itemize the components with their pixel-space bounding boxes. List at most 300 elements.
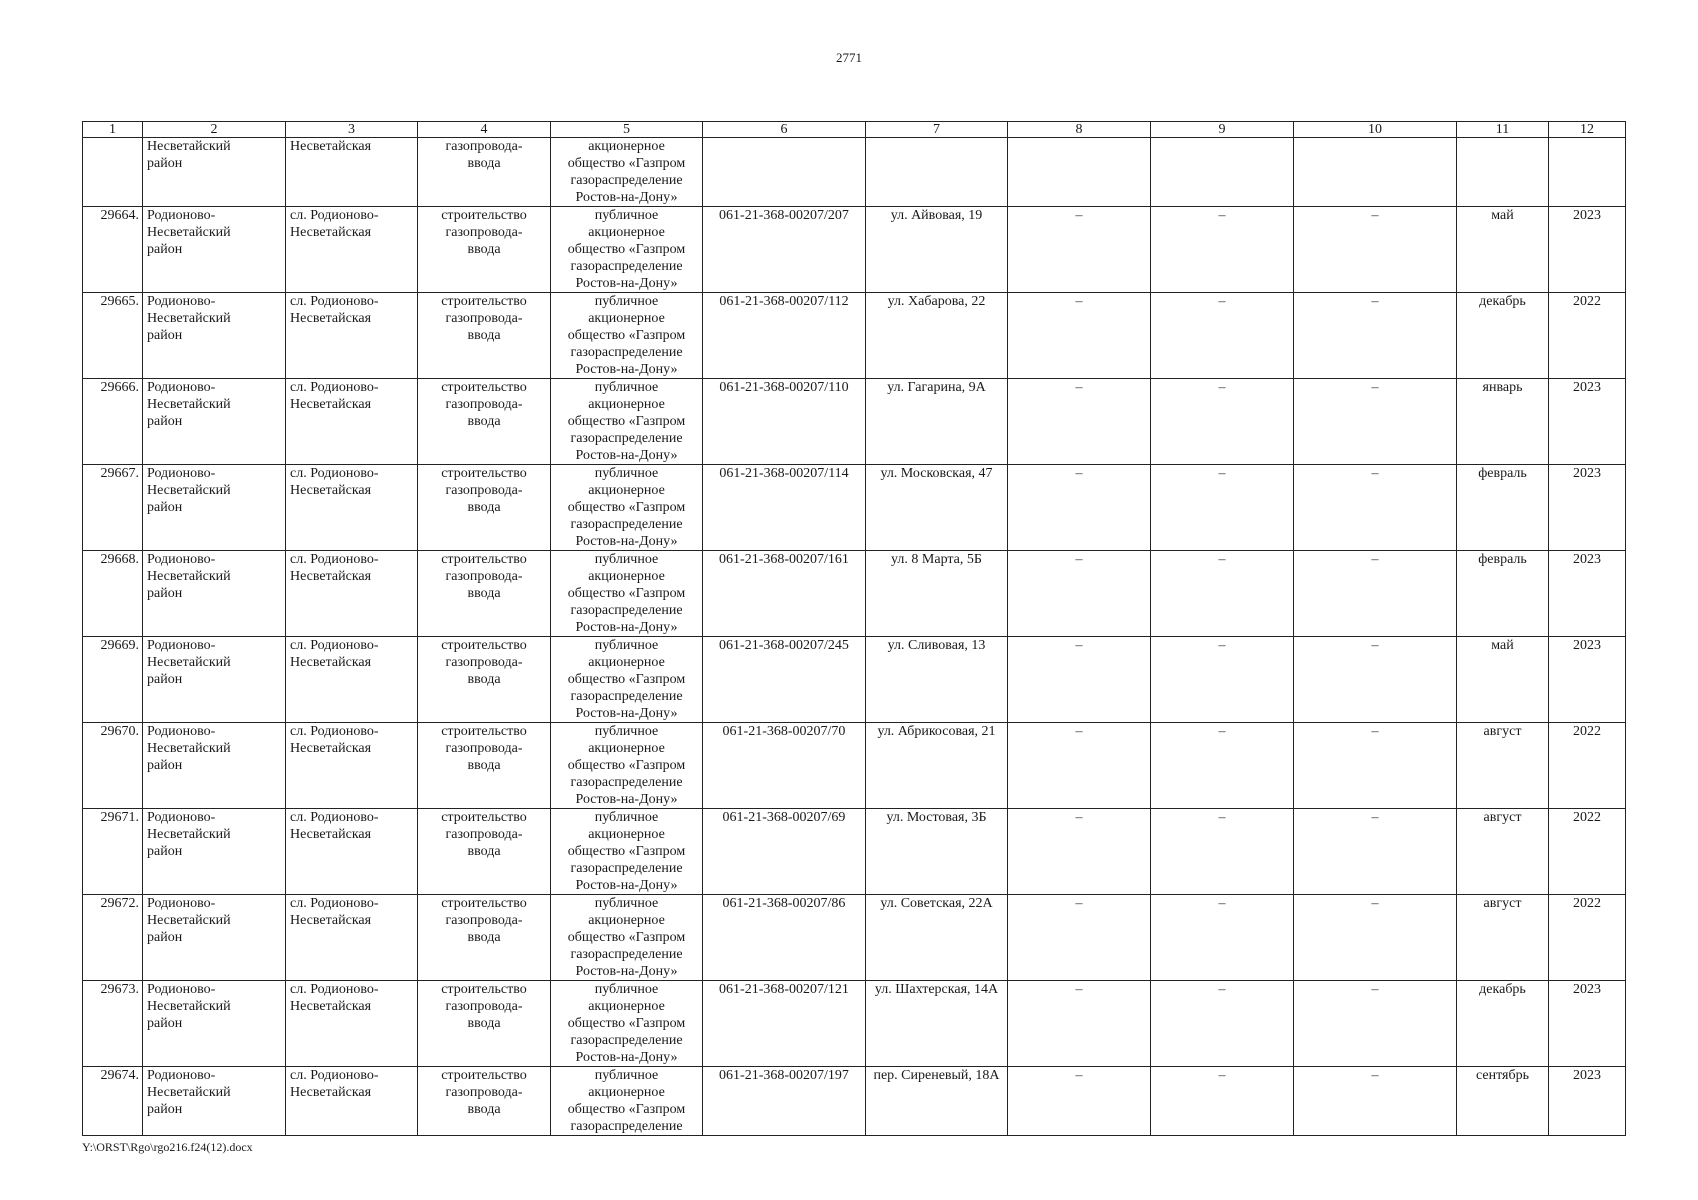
cell-col-8	[1008, 138, 1151, 207]
cell-text-line: общество «Газпром	[567, 1102, 686, 1117]
cell-text-line: ввода	[467, 758, 501, 773]
cell-text-line: газопровода-	[445, 1085, 523, 1100]
cell-settlement	[286, 809, 418, 895]
cell-text-line: район	[147, 1102, 183, 1117]
cell-text-line: акционерное	[588, 999, 665, 1014]
cell-settlement	[286, 637, 418, 723]
cell-text-line: район	[147, 328, 183, 343]
column-number: 1	[83, 122, 143, 138]
cell-col-9: –	[1151, 293, 1294, 379]
cell-text-line: район	[147, 242, 183, 257]
cell-col-10: –	[1294, 379, 1457, 465]
cell-month: август	[1457, 809, 1549, 895]
cell-district	[143, 895, 286, 981]
cell-organization	[551, 895, 703, 981]
cell-col-8: –	[1008, 723, 1151, 809]
cell-object-code: 061-21-368-00207/121	[703, 981, 866, 1067]
cell-col-9: –	[1151, 465, 1294, 551]
column-number: 3	[286, 122, 418, 138]
cell-text-line: Ростов-на-Дону»	[575, 706, 678, 721]
cell-district	[143, 723, 286, 809]
cell-text-line: строительство	[441, 896, 527, 911]
cell-col-8: –	[1008, 551, 1151, 637]
cell-text-line: сл. Родионово-	[290, 810, 379, 825]
cell-text-line: Несветайская	[290, 569, 372, 584]
cell-col-10: –	[1294, 723, 1457, 809]
cell-text-line: Несветайский	[147, 655, 231, 670]
cell-text-line: ввода	[467, 1016, 501, 1031]
cell-text-line: Ростов-на-Дону»	[575, 964, 678, 979]
cell-text-line: Ростов-на-Дону»	[575, 190, 678, 205]
cell-work-type	[418, 379, 551, 465]
cell-year: 2023	[1549, 465, 1626, 551]
cell-district	[143, 465, 286, 551]
cell-work-type	[418, 895, 551, 981]
cell-text-line: строительство	[441, 724, 527, 739]
cell-text-line: строительство	[441, 982, 527, 997]
cell-text-line: Родионово-	[147, 982, 216, 997]
column-number: 11	[1457, 122, 1549, 138]
cell-col-9: –	[1151, 895, 1294, 981]
cell-row-number: 29670.	[83, 723, 143, 809]
cell-text-line: газопровода-	[445, 569, 523, 584]
cell-work-type	[418, 723, 551, 809]
cell-text-line: публичное	[594, 466, 659, 481]
cell-col-10: –	[1294, 637, 1457, 723]
cell-text-line: Ростов-на-Дону»	[575, 448, 678, 463]
cell-object-code: 061-21-368-00207/70	[703, 723, 866, 809]
cell-text-line: Родионово-	[147, 896, 216, 911]
cell-text-line: строительство	[441, 294, 527, 309]
cell-text-line: публичное	[594, 1068, 659, 1083]
cell-organization	[551, 551, 703, 637]
cell-text-line: акционерное	[588, 225, 665, 240]
cell-col-8: –	[1008, 293, 1151, 379]
cell-text-line: Несветайская	[290, 311, 372, 326]
cell-text-line: общество «Газпром	[567, 844, 686, 859]
cell-address: ул. 8 Марта, 5Б	[866, 551, 1008, 637]
cell-organization	[551, 293, 703, 379]
cell-text-line: газопровода-	[445, 311, 523, 326]
cell-address: ул. Гагарина, 9А	[866, 379, 1008, 465]
cell-text-line: сл. Родионово-	[290, 724, 379, 739]
table-row	[83, 207, 1626, 293]
cell-text-line: акционерное	[588, 397, 665, 412]
cell-text-line: публичное	[594, 982, 659, 997]
cell-text-line: ввода	[467, 844, 501, 859]
cell-row-number: 29669.	[83, 637, 143, 723]
cell-row-number: 29665.	[83, 293, 143, 379]
cell-month: май	[1457, 207, 1549, 293]
cell-row-number: 29673.	[83, 981, 143, 1067]
cell-text-line: Ростов-на-Дону»	[575, 620, 678, 635]
cell-text-line: сл. Родионово-	[290, 982, 379, 997]
cell-text-line: сл. Родионово-	[290, 380, 379, 395]
cell-text-line: Ростов-на-Дону»	[575, 276, 678, 291]
cell-text-line: газопровода-	[445, 913, 523, 928]
table-row	[83, 895, 1626, 981]
cell-organization	[551, 981, 703, 1067]
cell-year: 2023	[1549, 551, 1626, 637]
cell-district	[143, 1067, 286, 1136]
cell-year: 2023	[1549, 379, 1626, 465]
cell-month: январь	[1457, 379, 1549, 465]
cell-work-type	[418, 138, 551, 207]
table-row	[83, 138, 1626, 207]
cell-text-line: газораспределение	[570, 517, 683, 532]
cell-district	[143, 551, 286, 637]
cell-col-10: –	[1294, 895, 1457, 981]
cell-text-line: район	[147, 586, 183, 601]
cell-text-line: ввода	[467, 500, 501, 515]
cell-col-9: –	[1151, 379, 1294, 465]
cell-text-line: общество «Газпром	[567, 672, 686, 687]
cell-organization	[551, 723, 703, 809]
cell-row-number: 29667.	[83, 465, 143, 551]
cell-text-line: газораспределение	[570, 431, 683, 446]
cell-month: декабрь	[1457, 293, 1549, 379]
cell-text-line: Родионово-	[147, 1068, 216, 1083]
cell-text-line: газопровода-	[445, 741, 523, 756]
cell-work-type	[418, 1067, 551, 1136]
cell-text-line: Родионово-	[147, 724, 216, 739]
cell-text-line: публичное	[594, 896, 659, 911]
cell-month: август	[1457, 895, 1549, 981]
cell-text-line: Несветайская	[290, 827, 372, 842]
cell-settlement	[286, 207, 418, 293]
cell-text-line: Несветайский	[147, 741, 231, 756]
cell-text-line: акционерное	[588, 569, 665, 584]
column-number: 8	[1008, 122, 1151, 138]
cell-row-number: 29666.	[83, 379, 143, 465]
cell-year: 2023	[1549, 207, 1626, 293]
cell-col-10: –	[1294, 293, 1457, 379]
cell-text-line: Несветайский	[147, 139, 231, 154]
cell-text-line: Несветайский	[147, 569, 231, 584]
cell-text-line: общество «Газпром	[567, 1016, 686, 1031]
cell-year: 2022	[1549, 895, 1626, 981]
column-number: 10	[1294, 122, 1457, 138]
table-row	[83, 551, 1626, 637]
cell-text-line: акционерное	[588, 139, 665, 154]
cell-object-code: 061-21-368-00207/69	[703, 809, 866, 895]
cell-work-type	[418, 809, 551, 895]
cell-address: ул. Абрикосовая, 21	[866, 723, 1008, 809]
cell-text-line: Родионово-	[147, 552, 216, 567]
cell-settlement	[286, 379, 418, 465]
cell-text-line: строительство	[441, 380, 527, 395]
cell-address: ул. Айвовая, 19	[866, 207, 1008, 293]
table-row	[83, 981, 1626, 1067]
cell-text-line: публичное	[594, 294, 659, 309]
cell-text-line: Несветайский	[147, 397, 231, 412]
cell-text-line: акционерное	[588, 483, 665, 498]
cell-district	[143, 138, 286, 207]
cell-col-8: –	[1008, 809, 1151, 895]
cell-text-line: акционерное	[588, 741, 665, 756]
table-row	[83, 465, 1626, 551]
cell-col-9: –	[1151, 637, 1294, 723]
cell-settlement	[286, 895, 418, 981]
cell-text-line: Несветайский	[147, 225, 231, 240]
cell-settlement	[286, 138, 418, 207]
cell-col-10	[1294, 138, 1457, 207]
cell-district	[143, 379, 286, 465]
cell-text-line: акционерное	[588, 913, 665, 928]
cell-object-code: 061-21-368-00207/207	[703, 207, 866, 293]
cell-text-line: Несветайская	[290, 397, 372, 412]
cell-organization	[551, 465, 703, 551]
cell-col-10: –	[1294, 207, 1457, 293]
footer-file-path: Y:\ORST\Rgo\rgo216.f24(12).docx	[82, 1140, 253, 1154]
cell-text-line: публичное	[594, 552, 659, 567]
cell-object-code: 061-21-368-00207/245	[703, 637, 866, 723]
cell-year: 2022	[1549, 723, 1626, 809]
column-number: 7	[866, 122, 1008, 138]
cell-district	[143, 809, 286, 895]
cell-month: сентябрь	[1457, 1067, 1549, 1136]
cell-text-line: публичное	[594, 380, 659, 395]
cell-year: 2022	[1549, 809, 1626, 895]
cell-text-line: ввода	[467, 672, 501, 687]
cell-text-line: Несветайская	[290, 483, 372, 498]
cell-work-type	[418, 465, 551, 551]
cell-text-line: газопровода-	[445, 827, 523, 842]
cell-text-line: общество «Газпром	[567, 242, 686, 257]
cell-text-line: публичное	[594, 724, 659, 739]
cell-object-code	[703, 138, 866, 207]
cell-text-line: район	[147, 930, 183, 945]
cell-object-code: 061-21-368-00207/112	[703, 293, 866, 379]
cell-work-type	[418, 293, 551, 379]
cell-district	[143, 637, 286, 723]
cell-text-line: Ростов-на-Дону»	[575, 362, 678, 377]
cell-text-line: газораспределение	[570, 259, 683, 274]
cell-address: ул. Московская, 47	[866, 465, 1008, 551]
cell-text-line: Несветайский	[147, 913, 231, 928]
cell-organization	[551, 1067, 703, 1136]
table-row	[83, 723, 1626, 809]
cell-col-8: –	[1008, 981, 1151, 1067]
cell-text-line: Ростов-на-Дону»	[575, 878, 678, 893]
cell-year	[1549, 138, 1626, 207]
cell-text-line: Родионово-	[147, 380, 216, 395]
cell-work-type	[418, 551, 551, 637]
cell-text-line: ввода	[467, 156, 501, 171]
cell-text-line: газораспределение	[570, 861, 683, 876]
cell-text-line: ввода	[467, 586, 501, 601]
column-number: 6	[703, 122, 866, 138]
cell-col-9: –	[1151, 1067, 1294, 1136]
cell-text-line: Ростов-на-Дону»	[575, 534, 678, 549]
cell-work-type	[418, 637, 551, 723]
cell-text-line: публичное	[594, 638, 659, 653]
cell-text-line: акционерное	[588, 1085, 665, 1100]
cell-settlement	[286, 551, 418, 637]
cell-col-9: –	[1151, 551, 1294, 637]
cell-text-line: район	[147, 414, 183, 429]
cell-text-line: Несветайская	[290, 225, 372, 240]
cell-text-line: газораспределение	[570, 345, 683, 360]
cell-col-9: –	[1151, 981, 1294, 1067]
column-number: 5	[551, 122, 703, 138]
cell-text-line: сл. Родионово-	[290, 1068, 379, 1083]
cell-col-9	[1151, 138, 1294, 207]
cell-text-line: Несветайский	[147, 999, 231, 1014]
cell-text-line: газопровода-	[445, 139, 523, 154]
cell-month: февраль	[1457, 465, 1549, 551]
cell-row-number: 29671.	[83, 809, 143, 895]
cell-month	[1457, 138, 1549, 207]
cell-text-line: общество «Газпром	[567, 758, 686, 773]
cell-col-8: –	[1008, 465, 1151, 551]
table-row	[83, 809, 1626, 895]
cell-text-line: сл. Родионово-	[290, 552, 379, 567]
cell-text-line: Несветайская	[290, 1085, 372, 1100]
cell-row-number: 29672.	[83, 895, 143, 981]
cell-district	[143, 293, 286, 379]
column-number: 4	[418, 122, 551, 138]
cell-year: 2023	[1549, 637, 1626, 723]
cell-text-line: район	[147, 844, 183, 859]
cell-col-10: –	[1294, 809, 1457, 895]
cell-settlement	[286, 981, 418, 1067]
cell-text-line: Несветайская	[290, 999, 372, 1014]
cell-address: ул. Шахтерская, 14А	[866, 981, 1008, 1067]
cell-text-line: газораспределение	[570, 1119, 683, 1134]
cell-text-line: район	[147, 672, 183, 687]
cell-organization	[551, 379, 703, 465]
cell-text-line: Родионово-	[147, 810, 216, 825]
table-row	[83, 1067, 1626, 1136]
cell-text-line: газораспределение	[570, 173, 683, 188]
cell-text-line: ввода	[467, 414, 501, 429]
cell-col-10: –	[1294, 1067, 1457, 1136]
table-row	[83, 637, 1626, 723]
cell-text-line: Ростов-на-Дону»	[575, 1050, 678, 1065]
cell-text-line: район	[147, 1016, 183, 1031]
cell-text-line: район	[147, 156, 183, 171]
cell-text-line: Несветайская	[290, 139, 372, 154]
column-number: 12	[1549, 122, 1626, 138]
cell-district	[143, 207, 286, 293]
column-number: 2	[143, 122, 286, 138]
cell-col-10: –	[1294, 465, 1457, 551]
column-number: 9	[1151, 122, 1294, 138]
cell-text-line: ввода	[467, 242, 501, 257]
cell-text-line: Несветайский	[147, 483, 231, 498]
cell-text-line: строительство	[441, 638, 527, 653]
cell-organization	[551, 207, 703, 293]
cell-object-code: 061-21-368-00207/114	[703, 465, 866, 551]
cell-row-number	[83, 138, 143, 207]
cell-address: ул. Сливовая, 13	[866, 637, 1008, 723]
cell-text-line: акционерное	[588, 827, 665, 842]
cell-text-line: общество «Газпром	[567, 156, 686, 171]
cell-text-line: строительство	[441, 466, 527, 481]
cell-text-line: сл. Родионово-	[290, 294, 379, 309]
cell-settlement	[286, 465, 418, 551]
cell-district	[143, 981, 286, 1067]
cell-text-line: Родионово-	[147, 466, 216, 481]
cell-organization	[551, 809, 703, 895]
column-number-row	[83, 122, 1626, 138]
cell-text-line: общество «Газпром	[567, 414, 686, 429]
cell-text-line: Несветайский	[147, 311, 231, 326]
cell-text-line: общество «Газпром	[567, 930, 686, 945]
cell-year: 2022	[1549, 293, 1626, 379]
cell-work-type	[418, 207, 551, 293]
cell-text-line: район	[147, 500, 183, 515]
cell-month: декабрь	[1457, 981, 1549, 1067]
cell-col-10: –	[1294, 981, 1457, 1067]
registry-table	[82, 121, 1626, 1136]
cell-text-line: акционерное	[588, 311, 665, 326]
cell-work-type	[418, 981, 551, 1067]
cell-month: май	[1457, 637, 1549, 723]
cell-text-line: сл. Родионово-	[290, 208, 379, 223]
cell-text-line: акционерное	[588, 655, 665, 670]
table-row	[83, 379, 1626, 465]
cell-text-line: Ростов-на-Дону»	[575, 792, 678, 807]
cell-text-line: строительство	[441, 208, 527, 223]
cell-col-8: –	[1008, 637, 1151, 723]
cell-object-code: 061-21-368-00207/86	[703, 895, 866, 981]
cell-text-line: газораспределение	[570, 775, 683, 790]
cell-text-line: общество «Газпром	[567, 328, 686, 343]
cell-col-9: –	[1151, 809, 1294, 895]
cell-text-line: газораспределение	[570, 947, 683, 962]
cell-text-line: публичное	[594, 208, 659, 223]
cell-text-line: газораспределение	[570, 1033, 683, 1048]
cell-text-line: Несветайский	[147, 1085, 231, 1100]
cell-text-line: публичное	[594, 810, 659, 825]
cell-col-8: –	[1008, 1067, 1151, 1136]
cell-col-8: –	[1008, 895, 1151, 981]
cell-month: август	[1457, 723, 1549, 809]
cell-text-line: сл. Родионово-	[290, 896, 379, 911]
cell-text-line: газораспределение	[570, 603, 683, 618]
cell-col-8: –	[1008, 207, 1151, 293]
cell-month: февраль	[1457, 551, 1549, 637]
cell-organization	[551, 138, 703, 207]
cell-text-line: ввода	[467, 1102, 501, 1117]
cell-row-number: 29674.	[83, 1067, 143, 1136]
cell-text-line: газопровода-	[445, 483, 523, 498]
cell-text-line: Родионово-	[147, 638, 216, 653]
cell-address: ул. Хабарова, 22	[866, 293, 1008, 379]
cell-organization	[551, 637, 703, 723]
cell-address: ул. Советская, 22А	[866, 895, 1008, 981]
cell-col-9: –	[1151, 207, 1294, 293]
cell-text-line: район	[147, 758, 183, 773]
cell-object-code: 061-21-368-00207/197	[703, 1067, 866, 1136]
cell-text-line: газопровода-	[445, 999, 523, 1014]
cell-text-line: Несветайский	[147, 827, 231, 842]
cell-object-code: 061-21-368-00207/110	[703, 379, 866, 465]
cell-year: 2023	[1549, 1067, 1626, 1136]
cell-address: ул. Мостовая, 3Б	[866, 809, 1008, 895]
cell-settlement	[286, 1067, 418, 1136]
cell-text-line: Родионово-	[147, 294, 216, 309]
cell-settlement	[286, 293, 418, 379]
cell-text-line: ввода	[467, 328, 501, 343]
cell-col-8: –	[1008, 379, 1151, 465]
page-number: 2771	[836, 50, 862, 65]
cell-text-line: строительство	[441, 1068, 527, 1083]
cell-object-code: 061-21-368-00207/161	[703, 551, 866, 637]
cell-address	[866, 138, 1008, 207]
